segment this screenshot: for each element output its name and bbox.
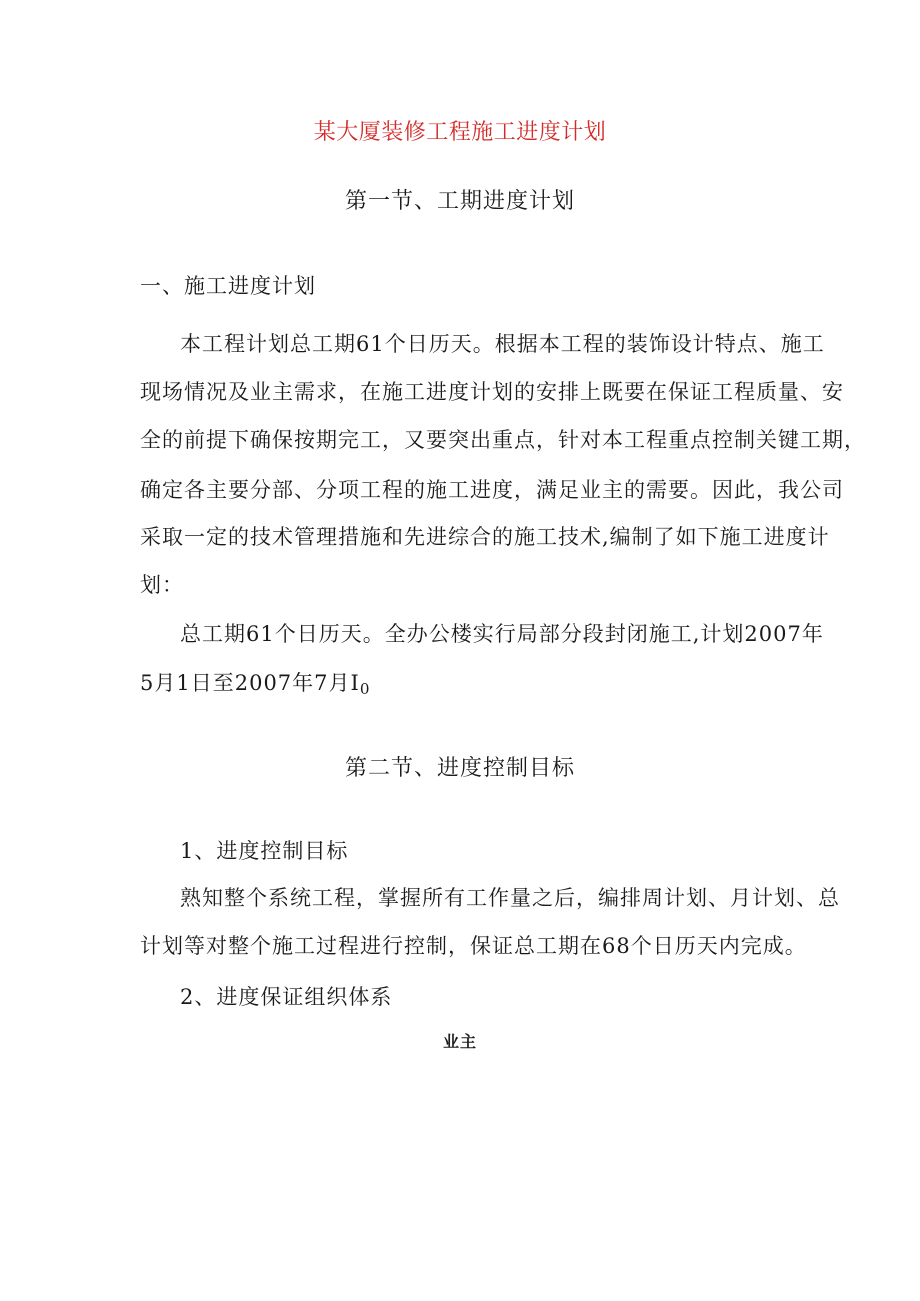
date-range-text: 5月1日至2007年7月I — [140, 671, 360, 695]
section-2-heading: 第二节、进度控制目标 — [344, 756, 575, 781]
section-1-heading: 第一节、工期进度计划 — [344, 189, 575, 214]
subscript-text: 0 — [359, 679, 370, 698]
paragraph-line: 采取一定的技术管理措施和先进综合的施工技术,编制了如下施工进度计 — [140, 525, 830, 549]
paragraph-line: 熟知整个系统工程，掌握所有工作量之后，编排周计划、月计划、总 — [180, 886, 840, 910]
document-title: 某大厦装修工程施工进度计划 — [313, 120, 607, 145]
paragraph-line: 全的前提下确保按期完工，又要突出重点，针对本工程重点控制关键工期， — [140, 428, 866, 452]
paragraph-line: 总工期61个日历天。全办公楼实行局部分段封闭施工,计划2007年 — [180, 622, 824, 646]
item-1-heading: 1、进度控制目标 — [180, 839, 349, 863]
paragraph-line: 划： — [140, 573, 184, 597]
paragraph-line: 本工程计划总工期61个日历天。根据本工程的装饰设计特点、施工 — [180, 332, 825, 356]
paragraph-line: 计划等对整个施工过程进行控制，保证总工期在68个日历天内完成。 — [140, 934, 807, 958]
paragraph-line: 确定各主要分部、分项工程的施工进度，满足业主的需要。因此，我公司 — [140, 478, 844, 502]
item-2-heading: 2、进度保证组织体系 — [180, 985, 393, 1009]
paragraph-line — [140, 673, 369, 697]
subsection-1-heading: 一、施工进度计划 — [140, 274, 316, 298]
org-chart-top-node: 业主 — [442, 1032, 477, 1051]
paragraph-line: 现场情况及业主需求，在施工进度计划的安排上既要在保证工程质量、安 — [140, 380, 844, 404]
